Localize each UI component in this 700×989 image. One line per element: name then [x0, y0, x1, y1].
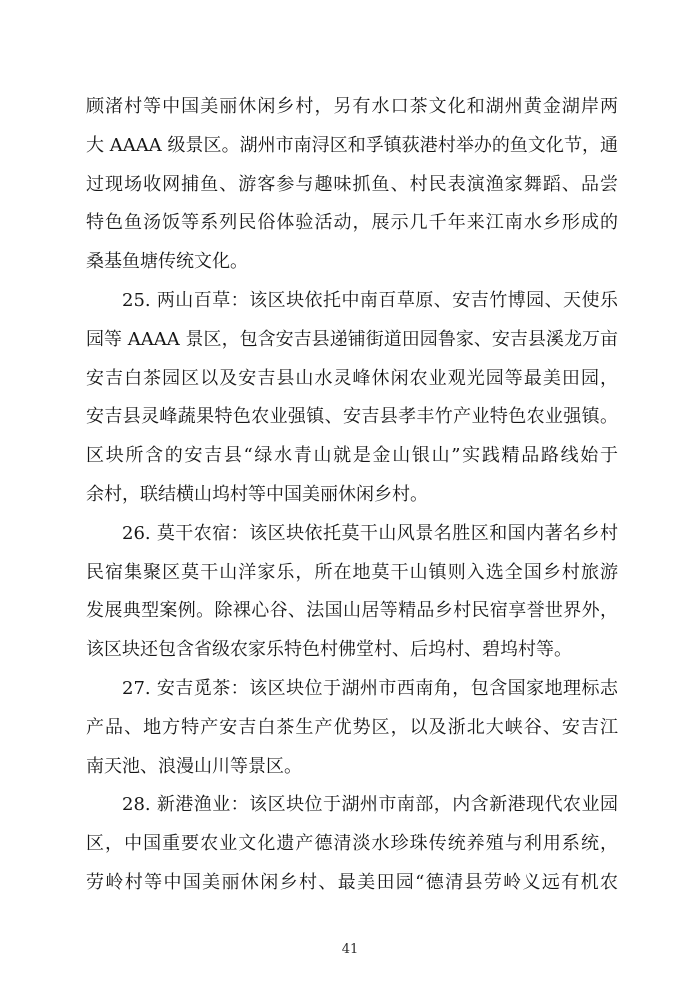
paragraph-25-liangshan-baicao	[86, 282, 618, 515]
text-line: 安吉白茶园区以及安吉县山水灵峰休闲农业观光园等最美田园，	[86, 367, 618, 389]
paragraph-26-mogan-nongsu	[86, 515, 618, 670]
text-block	[86, 88, 618, 903]
paragraph-continuation	[86, 88, 618, 282]
text-line: 该区块还包含省级农家乐特色村佛堂村、后坞村、碧坞村等。	[86, 639, 572, 661]
text-line: 特色鱼汤饭等系列民俗体验活动，展示几千年来江南水乡形成的	[86, 212, 618, 234]
paragraph-28-xingang-yuye	[86, 786, 618, 902]
text-line: 25. 两山百草：该区块依托中南百草原、安吉竹博园、天使乐	[122, 289, 618, 311]
text-line: 区块所含的安吉县“绿水青山就是金山银山”实践精品路线始于	[86, 445, 618, 467]
text-line: 余村，联结横山坞村等中国美丽休闲乡村。	[86, 483, 428, 505]
text-line: 产品、地方特产安吉白茶生产优势区，以及浙北大峡谷、安吉江	[86, 716, 618, 738]
text-line: 劳岭村等中国美丽休闲乡村、最美田园“德清县劳岭义远有机农	[86, 871, 618, 893]
page-number: 41	[341, 942, 359, 957]
text-line: 大 AAAA 级景区。湖州市南浔区和孚镇荻港村举办的鱼文化节，通	[86, 134, 618, 156]
paragraph-27-anji-micha	[86, 670, 618, 786]
text-line: 发展典型案例。除裸心谷、法国山居等精品乡村民宿享誉世界外，	[86, 600, 618, 622]
text-line: 26. 莫干农宿：该区块依托莫干山风景名胜区和国内著名乡村	[122, 522, 618, 544]
text-line: 过现场收网捕鱼、游客参与趣味抓鱼、村民表演渔家舞蹈、品尝	[86, 173, 618, 195]
text-line: 区，中国重要农业文化遗产德清淡水珍珠传统养殖与利用系统，	[86, 833, 618, 855]
text-line: 安吉县灵峰蔬果特色农业强镇、安吉县孝丰竹产业特色农业强镇。	[86, 406, 618, 428]
text-line: 民宿集聚区莫干山洋家乐，所在地莫干山镇则入选全国乡村旅游	[86, 561, 618, 583]
text-line: 27. 安吉觅茶：该区块位于湖州市西南角，包含国家地理标志	[122, 677, 618, 699]
text-line: 28. 新港渔业：该区块位于湖州市南部，内含新港现代农业园	[122, 794, 618, 816]
text-line: 南天池、浪漫山川等景区。	[86, 755, 302, 777]
text-line: 桑基鱼塘传统文化。	[86, 251, 248, 273]
text-line: 园等 AAAA 景区，包含安吉县递铺街道田园鲁家、安吉县溪龙万亩	[86, 328, 618, 350]
text-line: 顾渚村等中国美丽休闲乡村，另有水口茶文化和湖州黄金湖岸两	[86, 96, 618, 117]
